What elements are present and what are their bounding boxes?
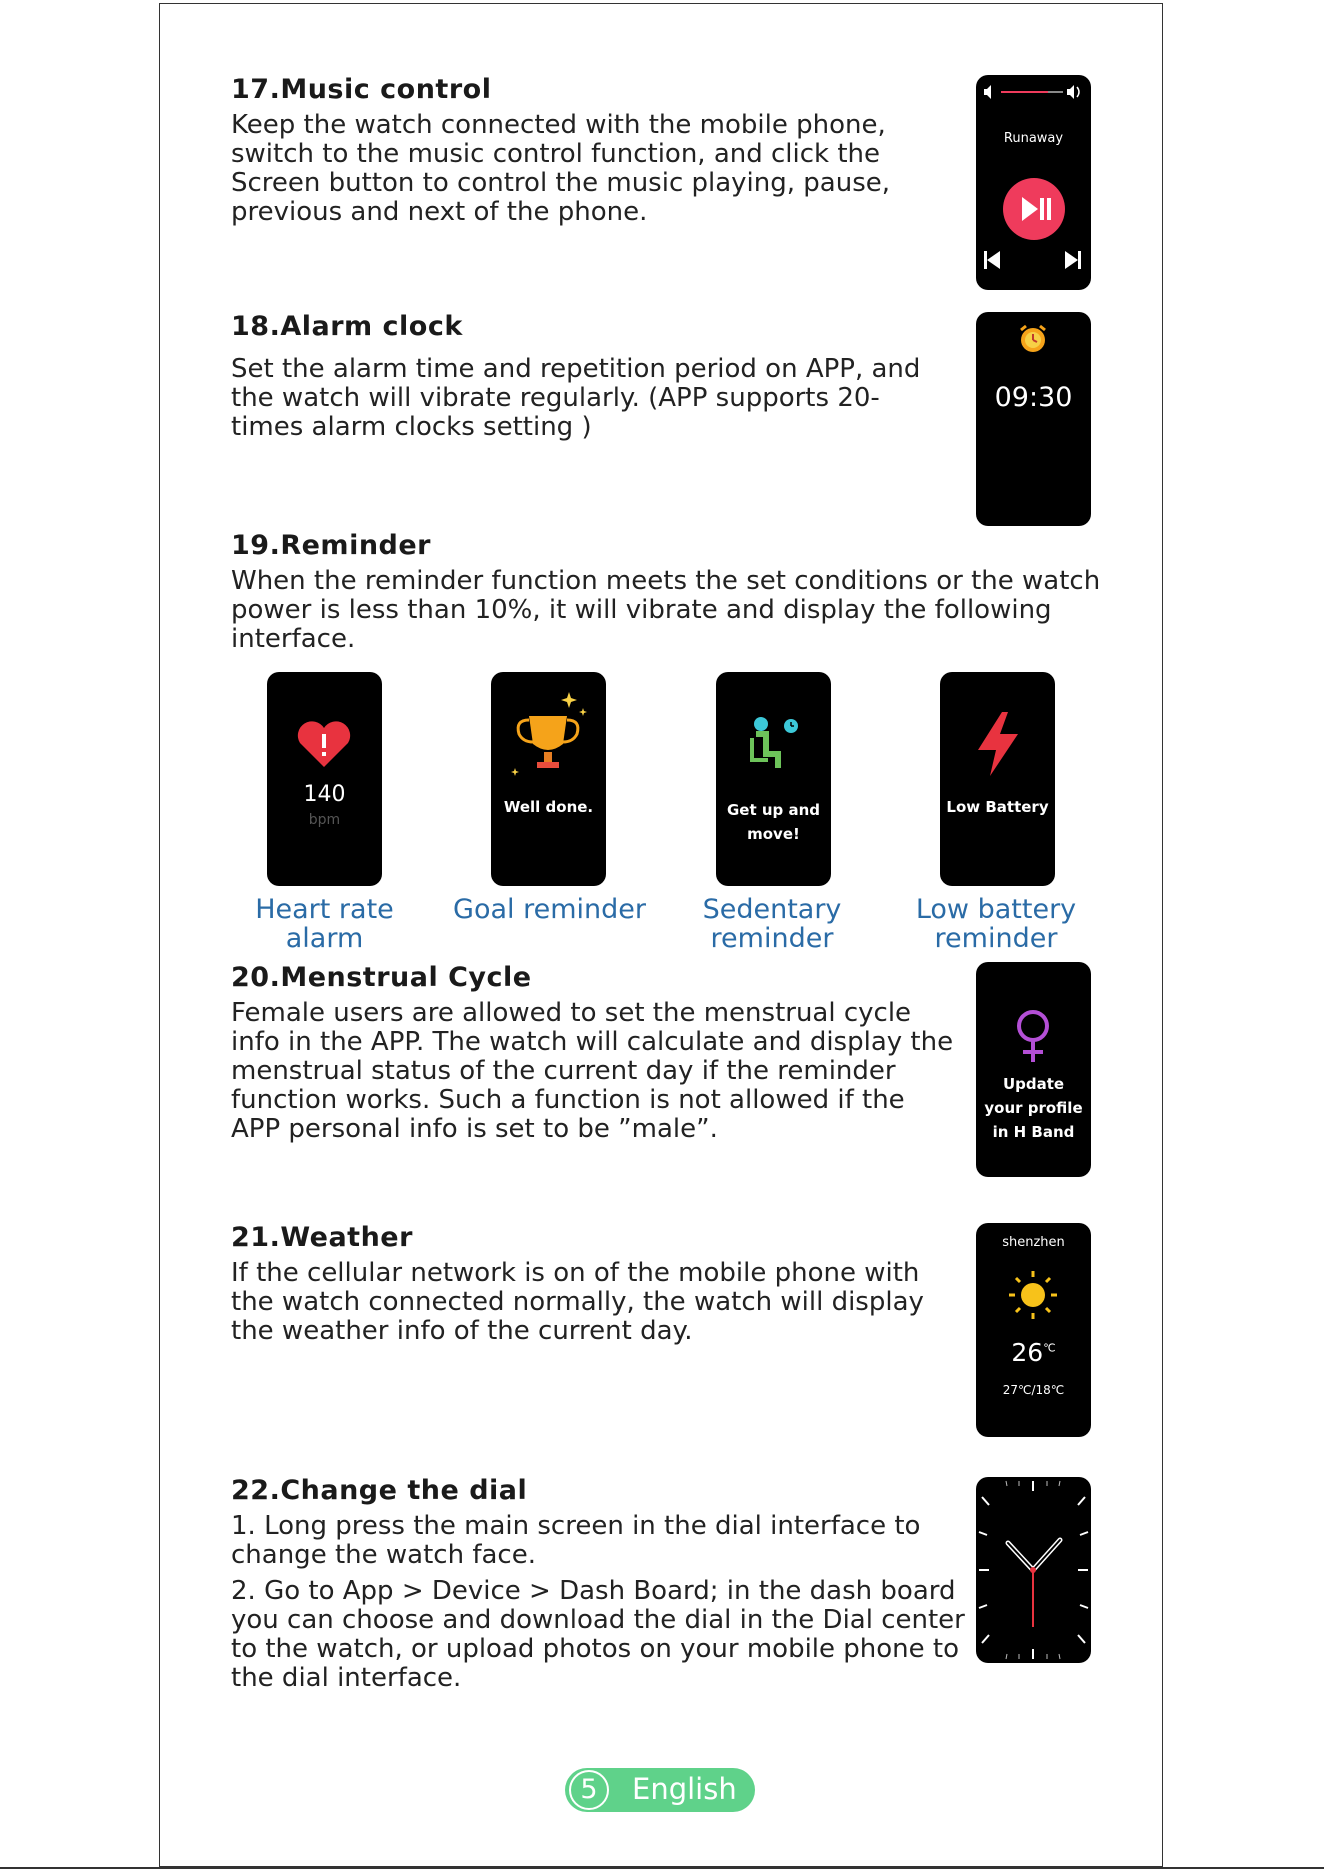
menstrual-watch-screen: [976, 962, 1091, 1177]
sedentary-watch-screen: [716, 672, 831, 886]
goal-caption: Goal reminder: [453, 894, 646, 925]
language-label: English: [632, 1772, 737, 1806]
dial-title: 22.Change the dial: [231, 1475, 528, 1506]
weather-watch-screen: [976, 1223, 1091, 1437]
sedentary-caption: Sedentary reminder: [702, 894, 842, 954]
page-bottom-line: [0, 1867, 1324, 1869]
heart-rate-caption: Heart rate alarm: [255, 894, 394, 954]
volume-down-icon: [984, 85, 991, 99]
alarm-watch-screen: [976, 312, 1091, 526]
alarm-time: 09:30: [994, 382, 1073, 413]
sedentary-message: Get up and move!: [726, 801, 821, 843]
music-control-text: Keep the watch connected with the mobile phone, switch to the music control function, and click the Screen button to control the music playing, pause, previous and next of the phone.: [231, 110, 891, 227]
weather-temperature: [976, 1338, 1091, 1367]
analog-clock-icon: [976, 1477, 1091, 1663]
goal-watch-screen: [491, 672, 606, 886]
dial-watch-screen: [976, 1477, 1091, 1663]
low-battery-message: Low Battery: [946, 798, 1049, 816]
play-pause-icon: [1003, 178, 1065, 240]
alarm-clock-text: Set the alarm time and repetition period on APP, and the watch will vibrate regularly. (APP supports 20-times alarm clocks setting ): [231, 354, 921, 442]
menstrual-text: Female users are allowed to set the menstrual cycle info in the APP. The watch will calculate and display the menstrual status of the current day if the reminder function works. Such a function is not allowed if the APP personal info is set to be ”male”.: [231, 998, 954, 1144]
low-battery-watch-screen: [940, 672, 1055, 886]
song-title: Runaway: [1003, 131, 1064, 146]
sun-icon: [976, 1223, 1091, 1333]
alarm-clock-title: 18.Alarm clock: [231, 311, 463, 342]
music-screen-graphic: [976, 75, 1091, 290]
weather-range: 27℃/18℃: [1002, 1383, 1065, 1397]
low-battery-caption: Low battery reminder: [915, 894, 1077, 954]
weather-temp-unit: ℃: [1043, 1341, 1056, 1355]
reminder-title: 19.Reminder: [231, 530, 431, 561]
volume-up-icon: [1067, 85, 1079, 99]
music-control-title: 17.Music control: [231, 74, 492, 105]
goal-message: Well done.: [503, 798, 594, 816]
sitting-person-icon: [716, 672, 831, 782]
page-number: 5: [569, 1770, 609, 1810]
heart-rate-watch-screen: [267, 672, 382, 886]
female-symbol-icon: [976, 962, 1091, 1072]
next-track-icon: [1065, 251, 1081, 269]
heart-rate-unit: bpm: [308, 812, 341, 828]
music-watch-screen: [976, 75, 1091, 290]
weather-temp-value: 26: [1011, 1338, 1044, 1367]
menstrual-message: Update your profile in H Band: [984, 1075, 1083, 1141]
trophy-icon: [491, 672, 606, 782]
previous-track-icon: [984, 251, 1000, 269]
heart-alert-icon: [267, 672, 382, 782]
menstrual-title: 20.Menstrual Cycle: [231, 962, 532, 993]
dial-step-2: 2. Go to App > Device > Dash Board; in the dash board you can choose and download the dial in the Dial center to the watch, or upload photos on your mobile phone to the dial interface.: [231, 1576, 965, 1693]
alarm-clock-icon: [976, 312, 1091, 372]
weather-city: shenzhen: [1002, 1235, 1065, 1250]
lightning-icon: [940, 672, 1055, 782]
weather-title: 21.Weather: [231, 1222, 413, 1253]
dial-step-1: 1. Long press the main screen in the dial interface to change the watch face.: [231, 1511, 921, 1570]
weather-text: If the cellular network is on of the mobile phone with the watch connected normally, the watch will display the weather info of the current day.: [231, 1258, 924, 1346]
heart-rate-value: 140: [303, 782, 346, 807]
reminder-text: When the reminder function meets the set conditions or the watch power is less than 10%, it will vibrate and display the following interface.: [231, 566, 1101, 654]
